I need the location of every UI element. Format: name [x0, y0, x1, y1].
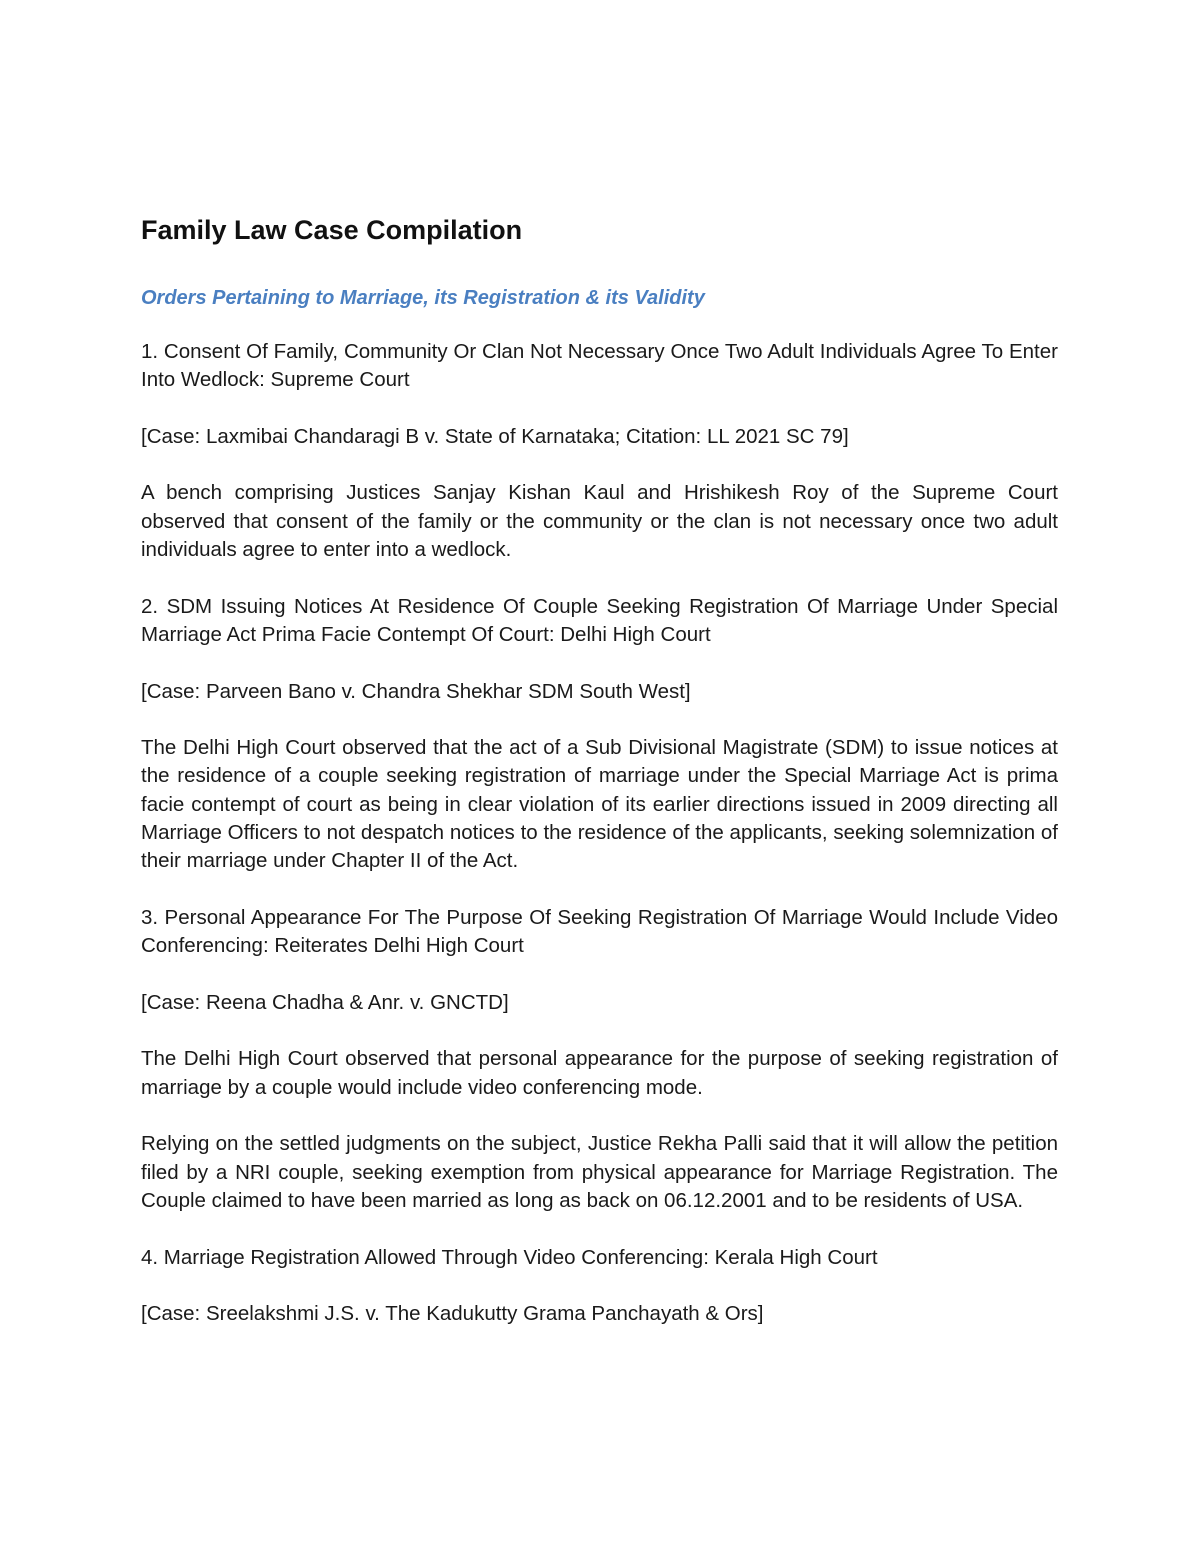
- case-3-summary-continued: Relying on the settled judgments on the subject, Justice Rekha Palli said that it will allow the petition filed by a NRI couple, seeking exemption from physical appearance for Marriage Registration. The Couple claimed to have been married as long as back on 06.12.2001 and to be residents of USA.: [141, 1132, 1058, 1212]
- document-title: Family Law Case Compilation: [141, 215, 523, 245]
- document-page: [141, 210, 1058, 1357]
- case-3-summary: The Delhi High Court observed that personal appearance for the purpose of seeking registration of marriage by a couple would include video conferencing mode.: [141, 1047, 1058, 1099]
- case-4-citation: [Case: Sreelakshmi J.S. v. The Kadukutty Grama Panchayath & Ors]: [141, 1302, 764, 1326]
- case-2-summary: The Delhi High Court observed that the act of a Sub Divisional Magistrate (SDM) to issue notices at the residence of a couple seeking registration of marriage under the Special Marriage Act is prima facie contempt of court as being in clear violation of its earlier directions issued in 2009 directing all Marriage Officers to not despatch notices to the residence of the applicants, seeking solemnization of their marriage under Chapter II of the Act.: [141, 736, 1058, 873]
- section-heading: Orders Pertaining to Marriage, its Registration & its Validity: [141, 287, 705, 309]
- case-1-citation: [Case: Laxmibai Chandaragi B v. State of Karnataka; Citation: LL 2021 SC 79]: [141, 424, 849, 448]
- case-2-heading: 2. SDM Issuing Notices At Residence Of Couple Seeking Registration Of Marriage Under Special Marriage Act Prima Facie Contempt Of Court: Delhi High Court: [141, 594, 1058, 646]
- case-1-summary: A bench comprising Justices Sanjay Kishan Kaul and Hrishikesh Roy of the Supreme Court observed that consent of the family or the community or the clan is not necessary once two adult individuals agree to enter into a wedlock.: [141, 481, 1058, 562]
- case-3-heading: 3. Personal Appearance For The Purpose Of Seeking Registration Of Marriage Would Include Video Conferencing: Reiterates Delhi High Court: [141, 905, 1058, 958]
- case-2-citation: [Case: Parveen Bano v. Chandra Shekhar SDM South West]: [141, 679, 691, 703]
- case-1-heading: 1. Consent Of Family, Community Or Clan Not Necessary Once Two Adult Individuals Agree To Enter Into Wedlock: Supreme Court: [141, 340, 1058, 392]
- case-3-citation: [Case: Reena Chadha & Anr. v. GNCTD]: [141, 990, 509, 1014]
- case-4-heading: 4. Marriage Registration Allowed Through Video Conferencing: Kerala High Court: [141, 1245, 878, 1269]
